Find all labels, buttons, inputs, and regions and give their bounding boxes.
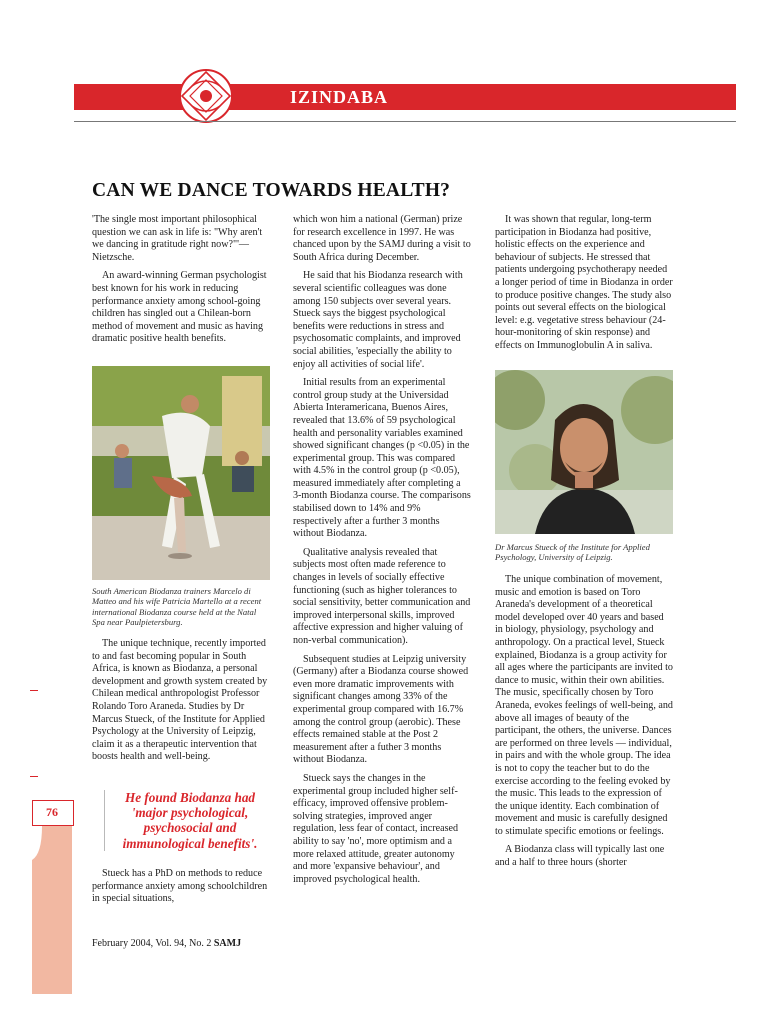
column-3-top [495,214,673,359]
paragraph: Initial results from an experimental control group study at the Universidad Abierta Interamericana, Buenos Aires, revealed that 13.6% of 59 psychological health and personality variables examined showed significant changes (p <0.05) in the experimental group. This was compared with 4.5% in the control group (p <0.05), measured immediately after completing a 3-month Biodanza course. The comparisons stabilised down to 14% and 9% respectively after a further 3 months without Biodanza. [293,377,471,540]
footer-issue: February 2004, Vol. 94, No. 2 [92,938,212,949]
photo-dancers [92,366,270,580]
footer [92,938,392,950]
margin-mark [30,690,38,691]
footer-journal: SAMJ [213,938,242,949]
column-2 [293,214,471,892]
paragraph: Subsequent studies at Leipzig university (Germany) after a Biodanza course showed even more dramatic improvements with significant changes among 33% of the experimental group compared with 16.7% among the control group (aerobic). These effects remained stable at the Post 2 measurement after a futher 3 months without Biodanza. [293,653,469,766]
paragraph: He said that his Biodanza research with several scientific colleagues was done among 150 subjects over several years. Stueck says the biggest psychological benefits were reductions in stress and psychosomatic complaints, and improved social abilities, 'especially the ability to enjoy all activities of social life'. [293,270,463,370]
masthead-rule [74,121,736,122]
photo-portrait [495,370,673,534]
sidebar-bar [32,826,72,994]
epigraph: 'The single most important philosophical question we can ask in life is: "Why aren't we dancing in gratitude right now?"'— Nietzsche. [92,214,263,263]
column-1-top [92,214,270,352]
column-1-middle [92,638,270,770]
pull-quote: He found Biodanza had 'major psychological, psychosocial and immunological benefits'. [104,790,269,851]
paragraph: Qualitative analysis revealed that subjects most often made reference to changes in levels of socially effective functioning (such as higher tolerances to social sensitivity, better communication and improved interpersonal skills, improved affective expression and higher valuing of non-verbal communication). [293,546,471,646]
margin-mark [30,776,38,777]
column-1-bottom [92,868,270,912]
paragraph: An award-winning German psychologist best known for his work in reducing performance anxiety among school-going children has singled out a Chilean-born method of movement and music as having dramatic positive health benefits. [92,270,267,345]
article-headline: CAN WE DANCE TOWARDS HEALTH? [92,180,451,201]
paragraph: It was shown that regular, long-term participation in Biodanza had positive, holistic effects on the experience and behaviour of subjects. He stressed that patients undergoing psychotherapy needed a longer period of time in Biodanza in order to produce positive changes. The study also points out several effects on the biological level: e.g. vegetative stress behaviour (24-hour-monitoring of skin response) and effects on Immunoglobulin A in saliva. [495,214,673,351]
photo2-caption: Dr Marcus Stueck of the Institute for Applied Psychology, University of Leipzig. [495,542,650,563]
paragraph: Stueck has a PhD on methods to reduce performance anxiety among schoolchildren in special situations, [92,868,268,905]
photo1-caption: South American Biodanza trainers Marcelo di Matteo and his wife Patricia Martello at a recent international Biodanza course held at the Natal Spa near Paulpietersburg. [92,586,262,627]
paragraph: The unique combination of movement, music and emotion is based on Toro Araneda's development of a theoretical model developed over 40 years and based in biology, physiology, psychology and anthropology. On a practical level, Stueck explained, Biodanza is a group activity for all ages where the participants are invited to dance to music, within their own abilities. The music, specifically chosen by Toro Araneda, evokes feelings of well-being, and above all images of beauty of the participant, the others, the universe. Dances are performed on three levels — individual, in pairs and with the whole group. The idea is not to copy the teacher but to do the exercise according to the feeling evoked by the music. This leads to the expression of the unique identity. Each combination of movement and music is carefully designed to stimulate specific emotions or feelings. [495,574,673,837]
paragraph: A Biodanza class will typically last one and a half to three hours (shorter [495,844,665,869]
column-3-bottom [495,574,673,876]
page-number: 76 [46,805,72,819]
section-title: IZINDABA [290,87,389,107]
paragraph: The unique technique, recently imported to and fast becoming popular in South Africa, is known as Biodanza, a personal development and growth system created by Chilean medical anthropologist Professor Rolando Toro Araneda. Studies by Dr Marcus Stueck, of the Institute for Applied Psychology at the University of Leipzig, claim it as a therapeutic intervention that boosts health and well-being. [92,638,268,763]
paragraph: which won him a national (German) prize for research excellence in 1997. He was chanced upon by the SAMJ during a visit to South Africa during December. [293,214,471,263]
journal-emblem-icon [170,66,242,126]
paragraph: Stueck says the changes in the experimental group included higher self-efficacy, improved offensive problem-solving strategies, improved anger regulation, less fear of contact, increased ability to say 'no', more optimism and a more relaxed attitude, greater autonomy and more 'expansive behaviour', and improved psychological health. [293,772,459,885]
